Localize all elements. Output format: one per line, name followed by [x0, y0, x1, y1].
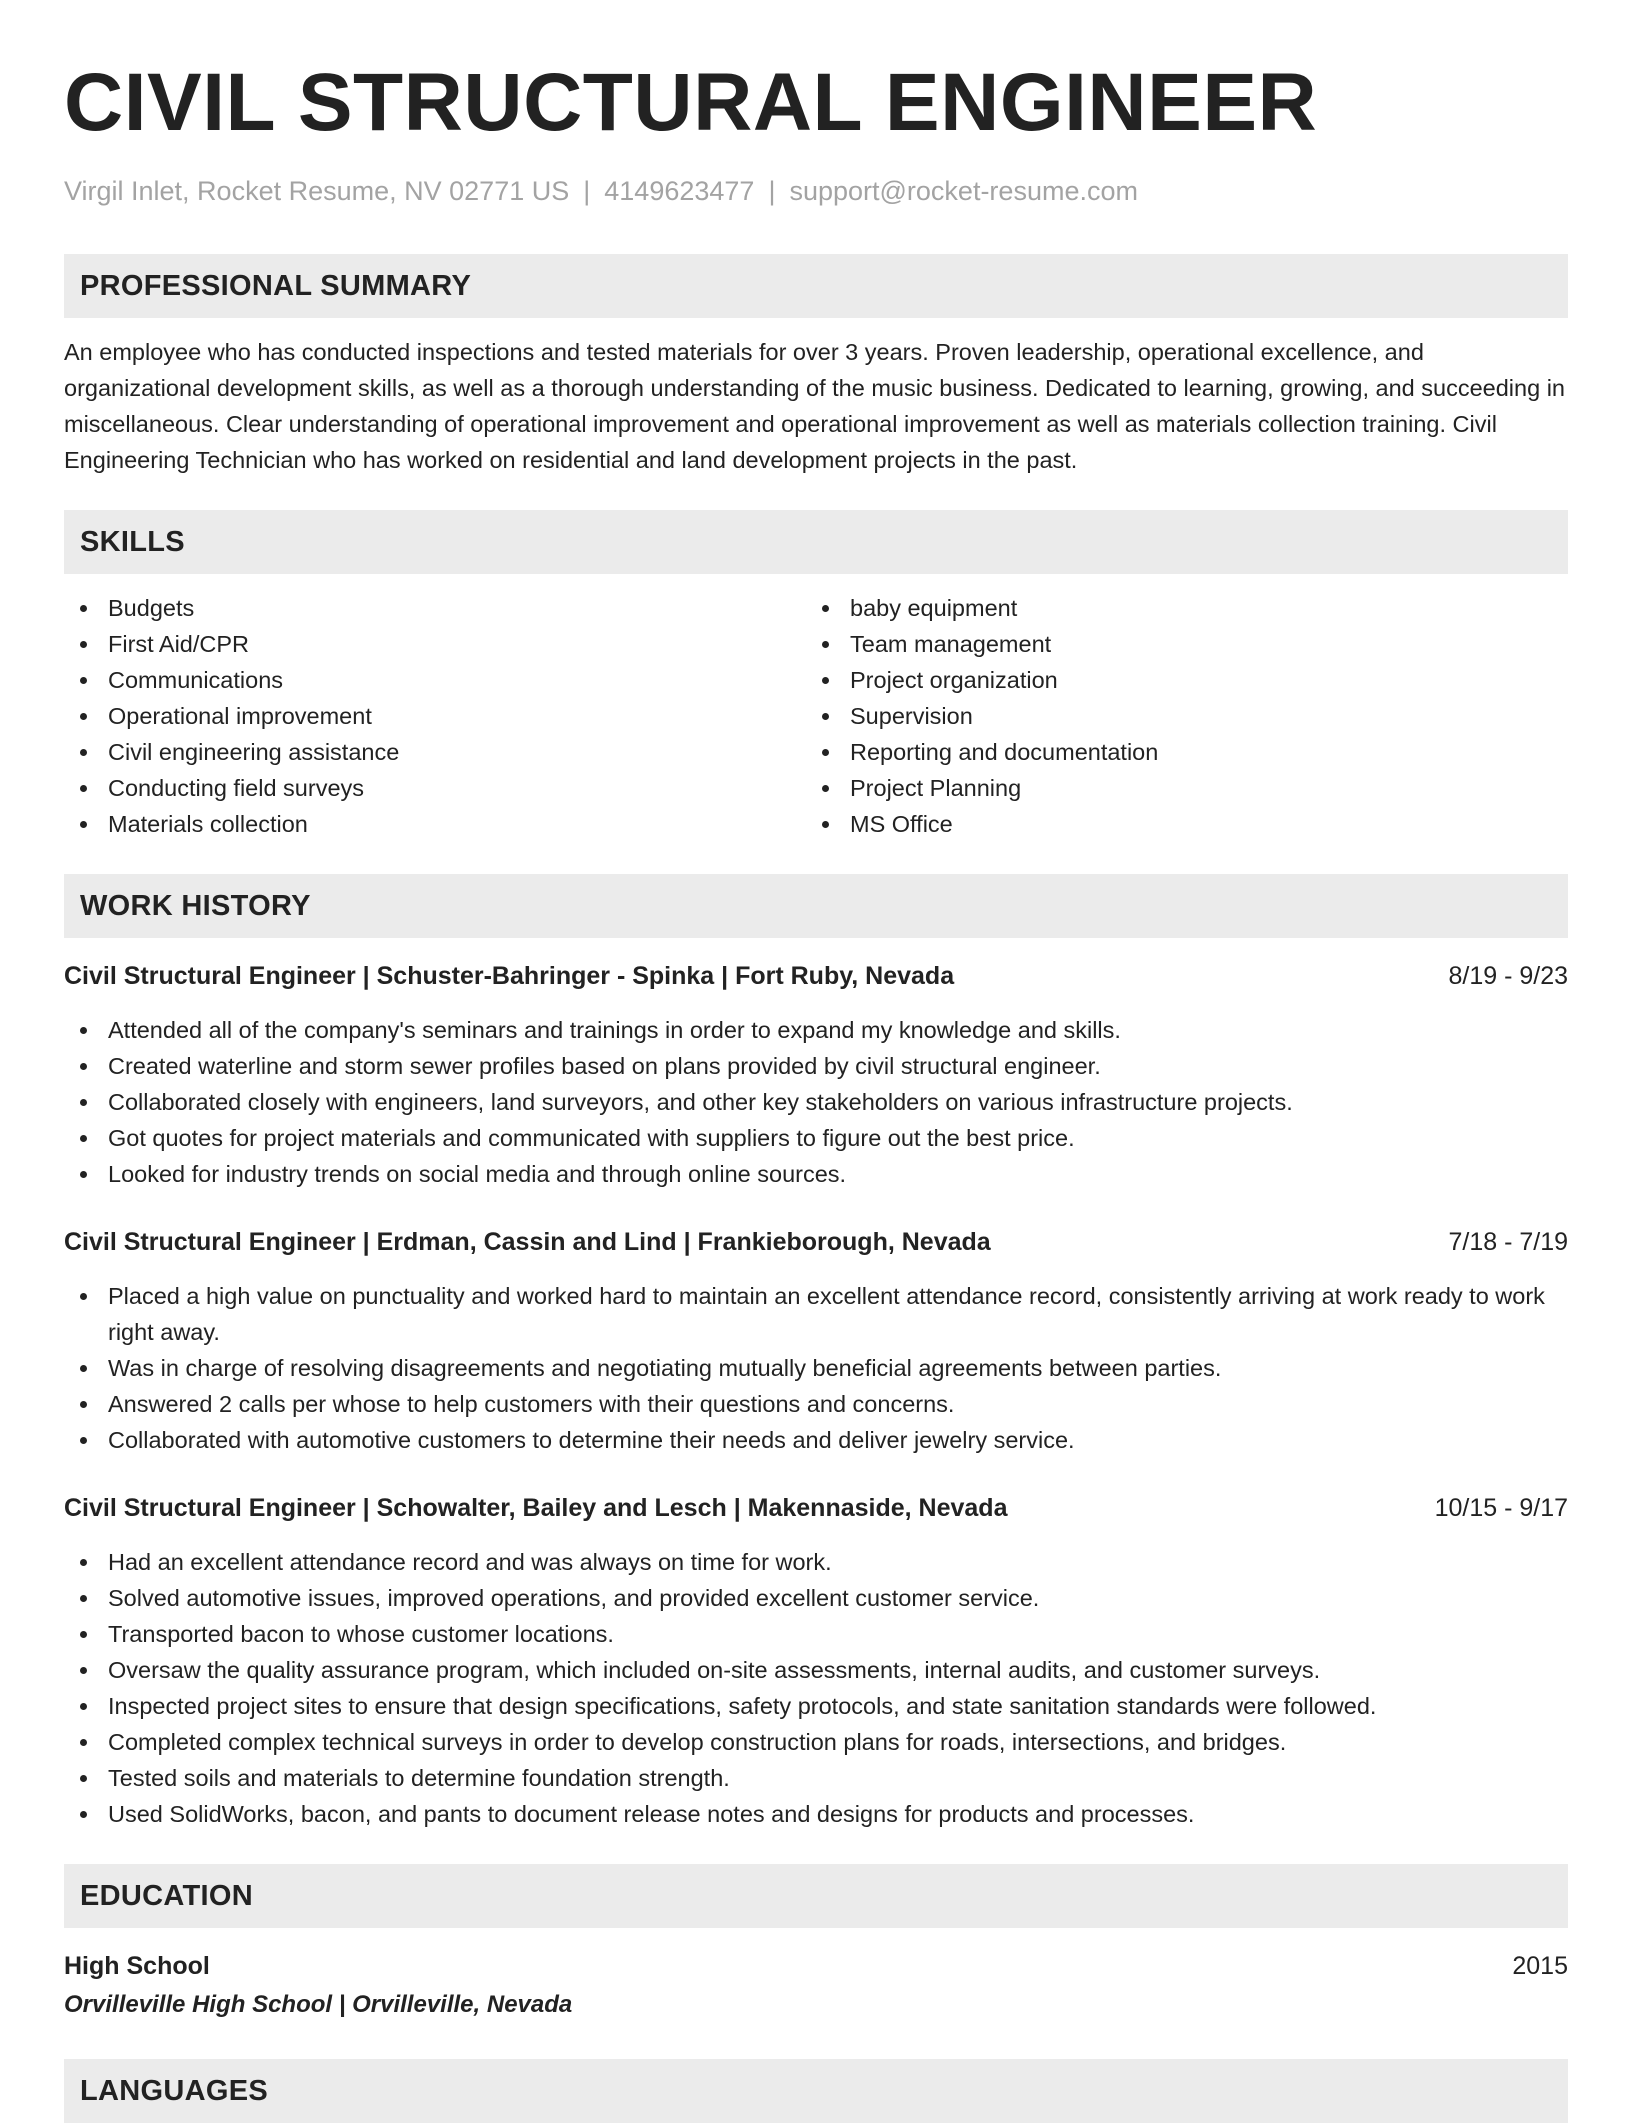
job-title: Civil Structural Engineer | Erdman, Cassin and Lind | Frankieborough, Nevada [64, 1228, 991, 1256]
job-bullet: Transported bacon to whose customer locations. [64, 1616, 1568, 1652]
job-bullet: Inspected project sites to ensure that design specifications, safety protocols, and state sanitation standards were followed. [64, 1688, 1568, 1724]
job-bullets [64, 1544, 1568, 1832]
skill-item: MS Office [806, 806, 1548, 842]
job-bullet: Attended all of the company's seminars and trainings in order to expand my knowledge and skills. [64, 1012, 1568, 1048]
job-bullets [64, 1012, 1568, 1192]
skill-item: Team management [806, 626, 1548, 662]
section-header-skills: SKILLS [64, 510, 1568, 574]
job-dates: 7/18 - 7/19 [1448, 1228, 1568, 1256]
skill-item: First Aid/CPR [64, 626, 806, 662]
job-bullet: Answered 2 calls per whose to help customers with their questions and concerns. [64, 1386, 1568, 1422]
contact-info [64, 174, 1568, 208]
education-school: Orvilleville High School | Orvilleville, Nevada [64, 1991, 573, 2018]
job-entry [64, 1490, 1568, 1832]
job-bullet: Completed complex technical surveys in order to develop construction plans for roads, intersections, and bridges. [64, 1724, 1568, 1760]
section-header-languages: LANGUAGES [64, 2059, 1568, 2123]
section-header-education: EDUCATION [64, 1864, 1568, 1928]
skill-item: Operational improvement [64, 698, 806, 734]
skill-item: Materials collection [64, 806, 806, 842]
job-entry [64, 1224, 1568, 1458]
job-bullet: Tested soils and materials to determine foundation strength. [64, 1760, 1568, 1796]
education-year: 2015 [1512, 1952, 1568, 1980]
job-bullet: Created waterline and storm sewer profiles based on plans provided by civil structural engineer. [64, 1048, 1568, 1084]
skill-item: baby equipment [806, 590, 1548, 626]
contact-separator: | [768, 176, 776, 206]
contact-address: Virgil Inlet, Rocket Resume, NV 02771 US [64, 176, 570, 206]
education-header [64, 1948, 1568, 1984]
job-dates: 8/19 - 9/23 [1448, 962, 1568, 990]
job-title: Civil Structural Engineer | Schowalter, Bailey and Lesch | Makennaside, Nevada [64, 1494, 1008, 1522]
skill-item: Civil engineering assistance [64, 734, 806, 770]
section-header-work-history: WORK HISTORY [64, 874, 1568, 938]
job-bullet: Solved automotive issues, improved operations, and provided excellent customer service. [64, 1580, 1568, 1616]
job-bullet: Placed a high value on punctuality and worked hard to maintain an excellent attendance record, consistently arriving at work ready to work right away. [64, 1278, 1568, 1350]
contact-email: support@rocket-resume.com [789, 176, 1138, 206]
job-bullet: Collaborated closely with engineers, land surveyors, and other key stakeholders on various infrastructure projects. [64, 1084, 1568, 1120]
summary-text: An employee who has conducted inspections and tested materials for over 3 years. Proven leadership, operational excellence, and organizational development skills, as well as a thorough understanding of the music business. Dedicated to learning, growing, and succeeding in miscellaneous. Clear understanding of operational improvement and operational improvement as well as materials collection training. Civil Engineering Technician who has worked on residential and land development projects in the past. [64, 339, 1565, 473]
job-header [64, 1490, 1568, 1526]
skills-column-left [64, 590, 806, 842]
contact-phone: 4149623477 [604, 176, 755, 206]
skill-item: Budgets [64, 590, 806, 626]
skill-item: Conducting field surveys [64, 770, 806, 806]
skill-item: Project Planning [806, 770, 1548, 806]
job-bullet: Got quotes for project materials and communicated with suppliers to figure out the best price. [64, 1120, 1568, 1156]
job-title: Civil Structural Engineer | Schuster-Bahringer - Spinka | Fort Ruby, Nevada [64, 962, 955, 990]
resume-name: CIVIL STRUCTURAL ENGINEER [64, 57, 1318, 148]
job-bullet: Was in charge of resolving disagreements and negotiating mutually beneficial agreements between parties. [64, 1350, 1568, 1386]
resume-page [64, 0, 1568, 2123]
job-entry [64, 958, 1568, 1192]
job-header [64, 1224, 1568, 1260]
job-bullet: Collaborated with automotive customers to determine their needs and deliver jewelry service. [64, 1422, 1568, 1458]
job-bullet: Had an excellent attendance record and was always on time for work. [64, 1544, 1568, 1580]
skills-column-right [806, 590, 1548, 842]
education-entry [64, 1948, 1568, 2023]
contact-separator: | [583, 176, 591, 206]
job-header [64, 958, 1568, 994]
skills-list [64, 590, 1568, 842]
education-degree: High School [64, 1952, 210, 1980]
skill-item: Reporting and documentation [806, 734, 1548, 770]
job-bullets [64, 1278, 1568, 1458]
job-bullet: Looked for industry trends on social media and through online sources. [64, 1156, 1568, 1192]
job-bullet: Used SolidWorks, bacon, and pants to document release notes and designs for products and processes. [64, 1796, 1568, 1832]
section-header-summary: PROFESSIONAL SUMMARY [64, 254, 1568, 318]
skill-item: Supervision [806, 698, 1548, 734]
skill-item: Communications [64, 662, 806, 698]
skill-item: Project organization [806, 662, 1548, 698]
job-bullet: Oversaw the quality assurance program, which included on-site assessments, internal audits, and customer surveys. [64, 1652, 1568, 1688]
job-dates: 10/15 - 9/17 [1434, 1494, 1568, 1522]
